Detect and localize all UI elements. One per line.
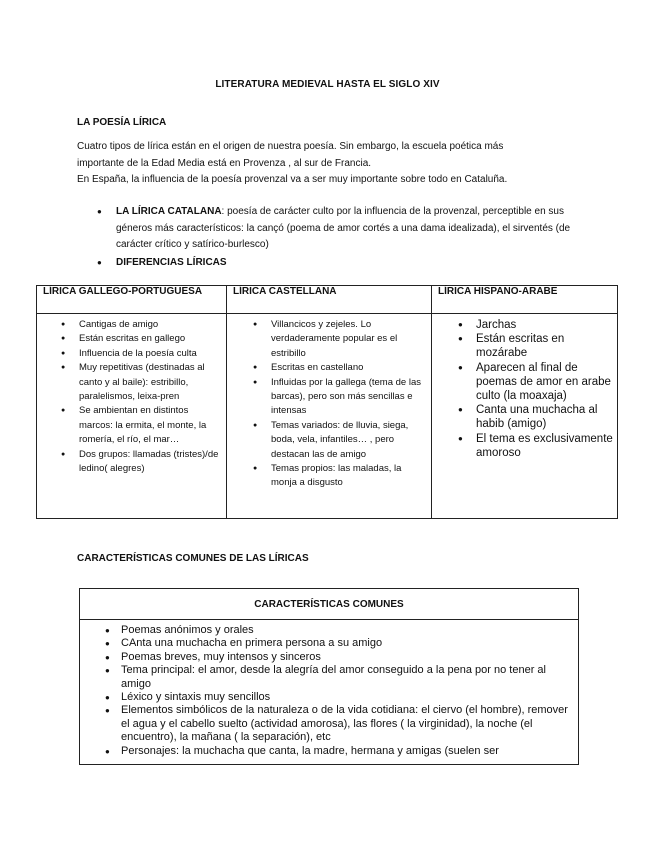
cell-castellana: [227, 314, 432, 519]
list-item: ● Léxico y sintaxis muy sencillos: [88, 691, 570, 704]
topic-bullet-list: [97, 204, 577, 271]
bullet-diferencias-liricas: [97, 255, 577, 272]
bullet-text: : poesía de carácter culto por la influencia de la provenzal, perceptible en sus géneros más característicos: la cançó (poema de amor cortés a una dama idealizada), el sirventés (de carácter crítico y satírico-burlesco): [116, 206, 571, 250]
intro-paragraph: [77, 139, 547, 189]
lyric-comparison-table: [36, 285, 618, 519]
intro-line: Cuatro tipos de lírica están en el origen de nuestra poesía. Sin embargo, la escuela poética más: [77, 141, 504, 152]
list-item: ● Muy repetitivas (destinadas al canto y al baile): estribillo, paralelismos, leixa-pren: [41, 361, 222, 404]
list-item: ● CAnta una muchacha en primera persona a su amigo: [88, 637, 570, 650]
table-row: [37, 314, 618, 519]
list-item: ● Personajes: la muchacha que canta, la madre, hermana y amigas (suelen ser: [88, 745, 570, 758]
list-item: ● Temas propios: las maladas, la monja a disgusto: [231, 462, 427, 491]
cell-hispano-arabe: [432, 314, 618, 519]
list-item: ● Elementos simbólicos de la naturaleza o de la vida cotidiana: el ciervo (el hombre), remover el agua y el cabello suelto (actividad amorosa), las flores ( la virginidad), la noche (el encuentro), la mañana ( la separación), etc: [88, 704, 570, 744]
cell-common-list: [80, 620, 579, 765]
list-item: ● Influencia de la poesía culta: [41, 347, 222, 361]
intro-line: importante de la Edad Media está en Provenza , al sur de Francia.: [77, 157, 372, 169]
list-item: ● Escritas en castellano: [231, 361, 427, 375]
header-castellana: LÍRICA CASTELLANA: [227, 286, 432, 314]
header-caracteristicas-comunes: CARACTERÍSTICAS COMUNES: [80, 589, 579, 620]
bullet-bold-label: LA LÍRICA CATALANA: [116, 206, 222, 217]
list-item: ● Influidas por la gallega (tema de las barcas), pero son más sencillas e intensas: [231, 376, 427, 419]
list-item: ● Dos grupos: llamadas (tristes)/de ledino( alegres): [41, 448, 222, 477]
list-item: ● Poemas breves, muy intensos y sinceros: [88, 651, 570, 664]
list-item: ● Se ambientan en distintos marcos: la ermita, el monte, la romería, el río, el mar…: [41, 404, 222, 447]
header-hispano-arabe: LÍRICA HISPANO-ARABE: [432, 286, 618, 314]
bullet-bold-label: DIFERENCIAS LÍRICAS: [116, 256, 227, 268]
table-row: [80, 620, 579, 765]
list-item: ● El tema es exclusivamente amoroso: [436, 432, 613, 460]
table-header-row: [80, 589, 579, 620]
section-heading-poesia-lirica: LA POESÍA LÍRICA: [77, 117, 167, 128]
intro-line: En España, la influencia de la poesía provenzal va a ser muy importante sobre todo en Cataluña.: [77, 174, 508, 185]
list-item: ● Villancicos y zejeles. Lo verdaderamente popular es el estribillo: [231, 318, 427, 361]
list-item: ● Aparecen al final de poemas de amor en arabe culto (la moaxaja): [436, 361, 613, 404]
section-heading-caracteristicas: CARACTERÍSTICAS COMUNES DE LAS LÍRICAS: [77, 553, 309, 564]
bullet-lirica-catalana: [97, 204, 577, 254]
common-characteristics-table: [79, 588, 579, 765]
list-item: ● Cantigas de amigo: [41, 318, 222, 332]
list-item: ● Canta una muchacha al habib (amigo): [436, 403, 613, 431]
list-item: ● Están escritas en mozárabe: [436, 332, 613, 360]
cell-galaico-portuguesa: [37, 314, 227, 519]
table-header-row: [37, 286, 618, 314]
document-title: LITERATURA MEDIEVAL HASTA EL SIGLO XIV: [215, 79, 440, 90]
list-item: ● Poemas anónimos y orales: [88, 624, 570, 637]
list-item: ● Jarchas: [436, 318, 613, 332]
list-item: ● Están escritas en gallego: [41, 332, 222, 346]
header-galaico-portuguesa: LÍRICA GALLEGO-PORTUGUESA: [37, 286, 227, 314]
list-item: ● Temas variados: de lluvia, siega, boda, vela, infantiles… , pero destacan las de amigo: [231, 419, 427, 462]
list-item: ● Tema principal: el amor, desde la alegría del amor conseguido a la pena por no tener al amigo: [88, 664, 570, 691]
